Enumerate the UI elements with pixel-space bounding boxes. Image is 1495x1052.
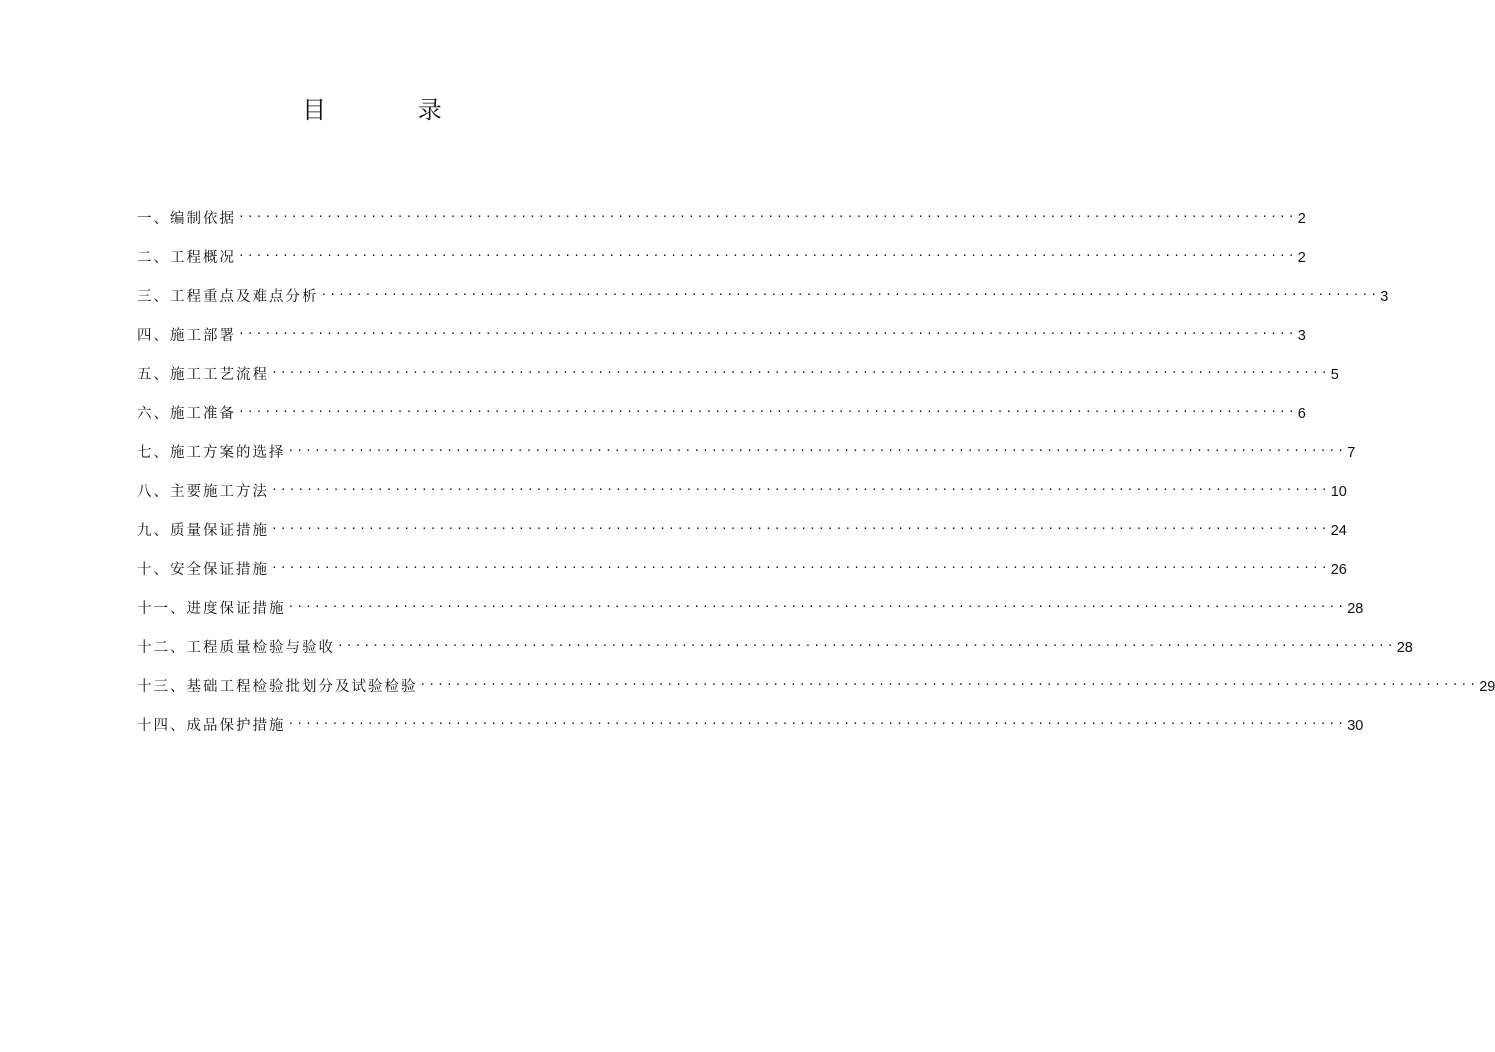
- table-of-contents: [137, 206, 1495, 752]
- toc-entry[interactable]: [137, 401, 1306, 440]
- toc-entry-page: 2: [1297, 250, 1306, 266]
- toc-entry[interactable]: [137, 596, 1364, 635]
- toc-entry-page: 28: [1396, 640, 1413, 656]
- toc-entry[interactable]: [137, 206, 1306, 245]
- toc-dot-leader: ························································································································: [238, 210, 1297, 223]
- toc-entry-page: 26: [1330, 562, 1347, 578]
- toc-entry-label: 三、工程重点及难点分析: [137, 289, 319, 305]
- toc-entry-page: 10: [1330, 484, 1347, 500]
- toc-entry[interactable]: [137, 518, 1347, 557]
- toc-entry-label: 六、施工准备: [137, 406, 236, 422]
- toc-entry-page: 7: [1347, 445, 1356, 461]
- toc-dot-leader: ························································································································: [419, 678, 1479, 691]
- toc-entry[interactable]: [137, 635, 1413, 674]
- toc-dot-leader: ························································································································: [238, 249, 1297, 262]
- toc-entry-label: 八、主要施工方法: [137, 484, 269, 500]
- toc-entry-page: 29: [1479, 679, 1495, 695]
- toc-dot-leader: ························································································································: [271, 366, 1330, 379]
- toc-entry-page: 3: [1297, 328, 1306, 344]
- toc-entry[interactable]: [137, 323, 1306, 362]
- toc-entry-page: 24: [1330, 523, 1347, 539]
- toc-dot-leader: ························································································································: [287, 444, 1347, 457]
- toc-dot-leader: ························································································································: [238, 327, 1297, 340]
- toc-entry[interactable]: [137, 362, 1339, 401]
- toc-entry[interactable]: [137, 674, 1495, 713]
- toc-entry-page: 28: [1347, 601, 1364, 617]
- toc-entry-label: 二、工程概况: [137, 250, 236, 266]
- toc-entry[interactable]: [137, 284, 1389, 323]
- toc-entry-page: 5: [1330, 367, 1339, 383]
- toc-entry-label: 十四、成品保护措施: [137, 718, 286, 734]
- toc-entry-label: 十三、基础工程检验批划分及试验检验: [137, 679, 418, 695]
- page-title: 目 录: [302, 96, 484, 124]
- toc-entry-page: 2: [1297, 211, 1306, 227]
- toc-dot-leader: ························································································································: [271, 522, 1330, 535]
- toc-entry-label: 九、质量保证措施: [137, 523, 269, 539]
- toc-entry-page: 6: [1297, 406, 1306, 422]
- toc-dot-leader: ························································································································: [271, 561, 1330, 574]
- toc-dot-leader: ························································································································: [287, 717, 1347, 730]
- toc-entry[interactable]: [137, 557, 1347, 596]
- toc-dot-leader: ························································································································: [320, 288, 1380, 301]
- toc-entry-label: 五、施工工艺流程: [137, 367, 269, 383]
- toc-entry[interactable]: [137, 440, 1356, 479]
- toc-entry-label: 四、施工部署: [137, 328, 236, 344]
- toc-dot-leader: ························································································································: [287, 600, 1347, 613]
- toc-entry-page: 30: [1347, 718, 1364, 734]
- toc-entry-label: 十、安全保证措施: [137, 562, 269, 578]
- toc-entry-label: 十一、进度保证措施: [137, 601, 286, 617]
- toc-entry-page: 3: [1380, 289, 1389, 305]
- toc-dot-leader: ························································································································: [238, 405, 1297, 418]
- toc-dot-leader: ························································································································: [271, 483, 1330, 496]
- toc-entry[interactable]: [137, 713, 1364, 752]
- toc-entry[interactable]: [137, 245, 1306, 284]
- toc-dot-leader: ························································································································: [337, 639, 1396, 652]
- toc-entry-label: 七、施工方案的选择: [137, 445, 286, 461]
- toc-entry[interactable]: [137, 479, 1347, 518]
- toc-entry-label: 一、编制依据: [137, 211, 236, 227]
- toc-entry-label: 十二、工程质量检验与验收: [137, 640, 335, 656]
